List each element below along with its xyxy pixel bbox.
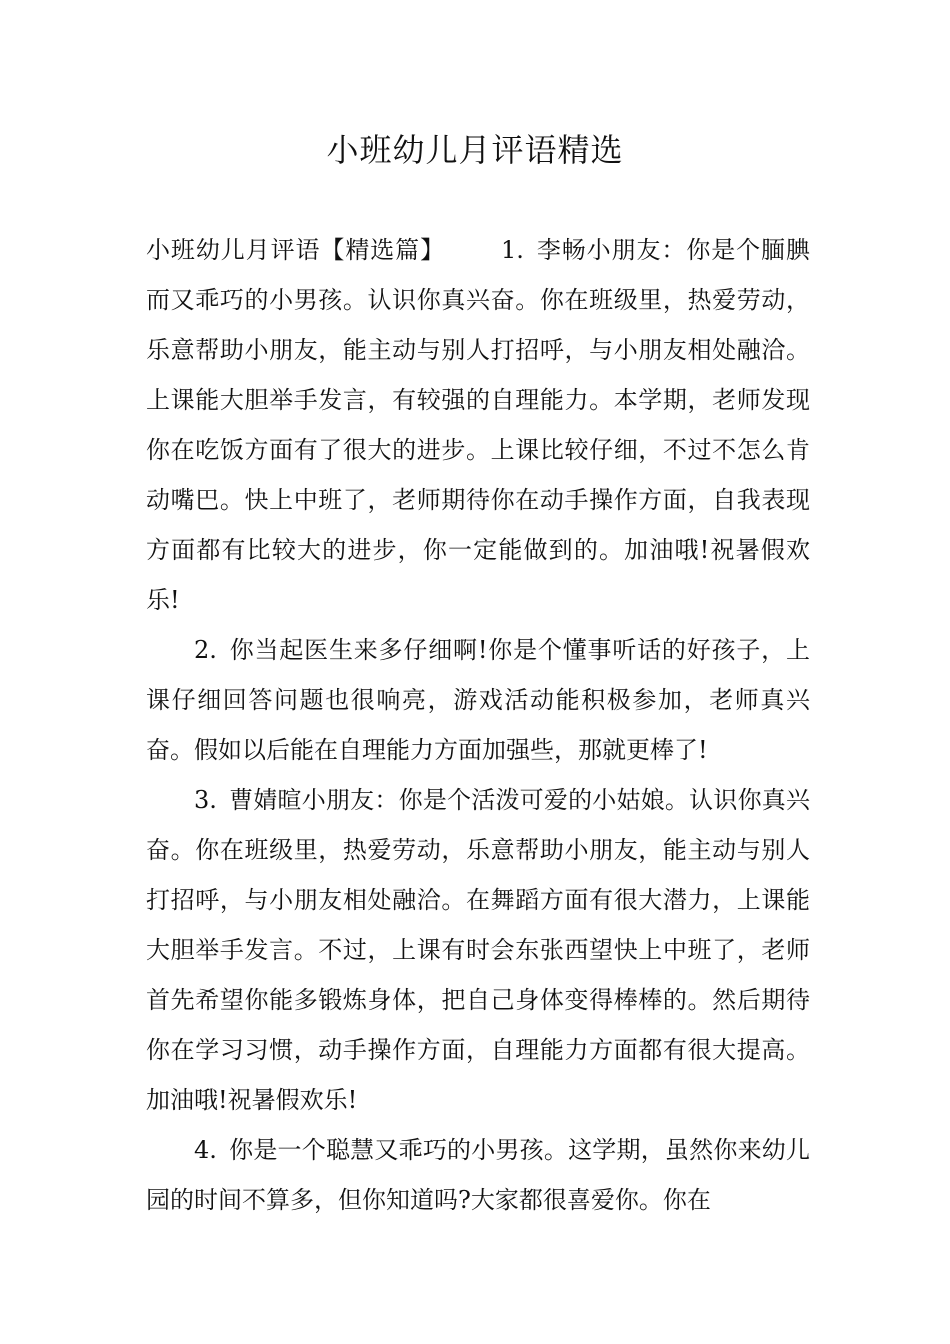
item-number: 2.: [194, 636, 217, 664]
document-body: [146, 225, 810, 1225]
paragraph-item-2: [146, 625, 810, 775]
item-number: 1.: [501, 236, 524, 264]
paragraph-intro-item-1: [146, 225, 810, 625]
item-number: 4.: [194, 1136, 217, 1164]
item-text: 曹婧暄小朋友：你是个活泼可爱的小姑娘。认识你真兴奋。你在班级里，热爱劳动，乐意帮助小朋友，能主动与别人打招呼，与小朋友相处融洽。在舞蹈方面有很大潜力，上课能大胆举手发言。不过，上课有时会东张西望快上中班了，老师首先希望你能多锻炼身体，把自己身体变得棒棒的。然后期待你在学习习惯，动手操作方面，自理能力方面都有很大提高。加油哦!祝暑假欢乐!: [146, 786, 810, 1114]
item-text: 你是一个聪慧又乖巧的小男孩。这学期，虽然你来幼儿园的时间不算多，但你知道吗?大家都很喜爱你。你在: [146, 1136, 810, 1214]
item-number: 3.: [194, 786, 217, 814]
document-title: 小班幼儿月评语精选: [326, 131, 624, 169]
paragraph-item-4: [146, 1125, 810, 1225]
intro-label: 小班幼儿月评语【精选篇】: [146, 236, 446, 264]
item-text: 李畅小朋友：你是个腼腆而又乖巧的小男孩。认识你真兴奋。你在班级里，热爱劳动，乐意帮助小朋友，能主动与别人打招呼，与小朋友相处融洽。上课能大胆举手发言，有较强的自理能力。本学期，老师发现你在吃饭方面有了很大的进步。上课比较仔细，不过不怎么肯动嘴巴。快上中班了，老师期待你在动手操作方面，自我表现方面都有比较大的进步，你一定能做到的。加油哦!祝暑假欢乐!: [146, 236, 811, 614]
item-text: 你当起医生来多仔细啊!你是个懂事听话的好孩子，上课仔细回答问题也很响亮，游戏活动能积极参加，老师真兴奋。假如以后能在自理能力方面加强些，那就更棒了!: [146, 636, 810, 764]
paragraph-item-3: [146, 775, 810, 1125]
